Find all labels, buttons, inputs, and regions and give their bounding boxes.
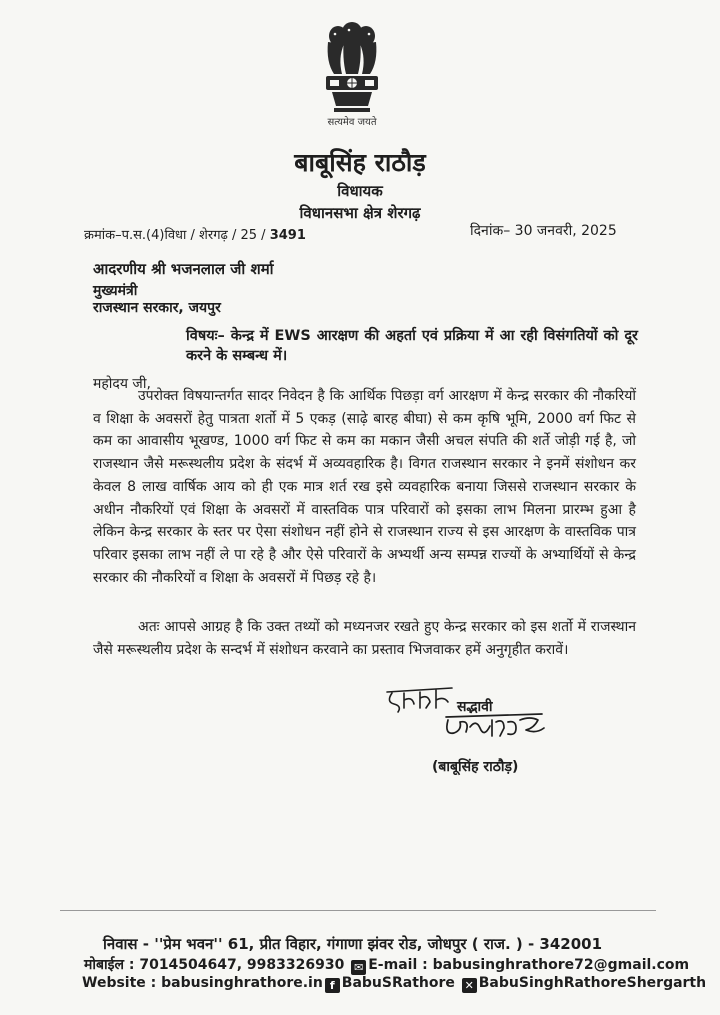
signer-name: (बाबूसिंह राठौड़) — [432, 759, 519, 775]
footer-address: निवास - ''प्रेम भवन'' 61, प्रीत विहार, गंगाणा झंवर रोड, जोधपुर ( राज. ) - 342001 — [103, 935, 603, 953]
sender-title: विधायक — [337, 182, 383, 200]
salutation: महोदय जी, — [93, 376, 151, 392]
footer-facebook[interactable]: BabuSRathore — [341, 975, 455, 991]
footer-web — [82, 975, 706, 993]
body-paragraph-1: उपरोक्त विषयान्तर्गत सादर निवेदन है कि आर्थिक पिछड़ा वर्ग आरक्षण में केन्द्र सरकार की नौकरियों व शिक्षा के अवसरों हेतु पात्रता शर्तो में 5 एकड़ (साढ़े बारह बीघा) से कम कृषि भूमि, 2000 वर्ग फिट से कम का आवासीय भूखण्ड, 1000 वर्ग फिट से कम का मकान जैसी अचल संपति की शर्ते जोड़ी गई है, जो राजस्थान जैसे मरूस्थलीय प्रदेश के संदर्भ में अव्यवहारिक है। विगत राजस्थान सरकार ने इनमें संशोधन कर केवल 8 लाख वार्षिक आय को ही एक मात्र शर्त रख इसे व्यवहारिक बनाया जिससे राजस्थान सरकार के अधीन नौकरियों एवं शिक्षा के अवसरों में वास्तविक पात्र परिवारों को इसका लाभ मिलना प्रारम्भ हुआ है लेकिन केन्द्र सरकार के स्तर पर ऐसा संशोधन नहीं होने से राजस्थान राज्य से इस आरक्षण के वास्तविक पात्र परिवार इसका लाभ नहीं ले पा रहे है और ऐसे परिवारों के अभ्यर्थी अन्य सम्पन्न राज्यों के अभ्यार्थियों से केन्द्र सरकार की नौकरियों व शिक्षा के अवसरों में पिछड़ रहे है। — [93, 388, 636, 586]
reference-prefix: क्रमांक–प.स.(4)विधा / शेरगढ़ / 25 / — [84, 228, 266, 243]
addressee-office: राजस्थान सरकार, जयपुर — [93, 300, 221, 316]
sender-constituency: विधानसभा क्षेत्र शेरगढ़ — [299, 204, 421, 222]
handwritten-note — [387, 688, 452, 712]
x-logo-icon: ✕ — [462, 978, 477, 993]
addressee-name: आदरणीय श्री भजनलाल जी शर्मा — [93, 260, 274, 278]
handwritten-signature — [446, 714, 544, 736]
envelope-icon: ✉ — [351, 960, 366, 975]
footer-website-label: Website : — [82, 975, 157, 991]
footer-email-label: E-mail : — [368, 957, 428, 973]
sender-name: बाबूसिंह राठौड़ — [294, 148, 426, 177]
addressee-designation: मुख्यमंत्री — [93, 283, 138, 299]
facebook-icon: f — [325, 978, 340, 993]
emblem-motto: सत्यमेव जयते — [327, 117, 377, 128]
national-emblem-icon — [318, 22, 386, 116]
footer-contact — [84, 955, 689, 975]
footer-email[interactable]: babusinghrathore72@gmail.com — [432, 957, 690, 973]
footer-divider — [60, 910, 656, 911]
body-paragraph-2: अतः आपसे आग्रह है कि उक्त तथ्यों को मध्यनजर रखते हुए केन्द्र सरकार को इस शर्तो में राजस्थान जैसे मरूस्थलीय प्रदेश के सन्दर्भ में संशोधन करवाने का प्रस्ताव भिजवाकर हमें अनुगृहीत करावें। — [93, 619, 636, 658]
footer-website[interactable]: babusinghrathore.in — [161, 975, 323, 991]
letter-subject: विषयः– केन्द्र में EWS आरक्षण की अहर्ता एवं प्रक्रिया में आ रही विसंगतियों को दूर करने के सम्बन्ध में। — [186, 328, 638, 364]
footer-phone: मोबाईल : 7014504647, 9983326930 — [84, 957, 345, 973]
closing-regards: सद्भावी — [457, 699, 493, 715]
letter-date: दिनांक– 30 जनवरी, 2025 — [470, 223, 617, 239]
reference-serial: 3491 — [269, 228, 306, 243]
reference-number — [84, 225, 306, 243]
footer-x-handle[interactable]: BabuSinghRathoreShergarth — [478, 975, 707, 991]
